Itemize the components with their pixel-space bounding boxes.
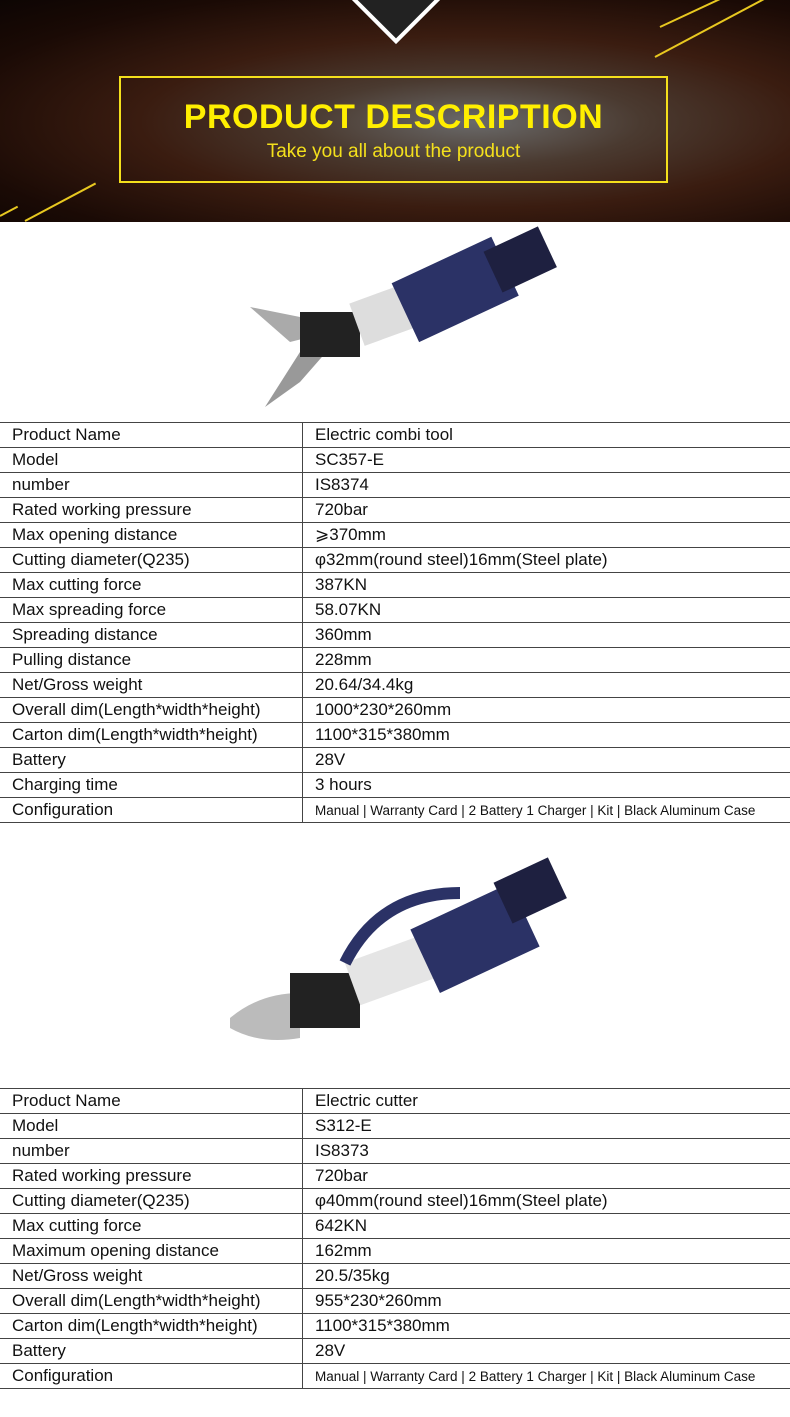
spec-label: Overall dim(Length*width*height)	[0, 698, 303, 723]
spec-table-2	[0, 1088, 790, 1389]
table-row	[0, 423, 790, 448]
spec-label: Cutting diameter(Q235)	[0, 548, 303, 573]
spec-value: 58.07KN	[303, 598, 790, 623]
table-row	[0, 1239, 790, 1264]
spec-value: 1100*315*380mm	[303, 1314, 790, 1339]
spec-value: 1100*315*380mm	[303, 723, 790, 748]
spec-label: Max cutting force	[0, 573, 303, 598]
spec-label: Pulling distance	[0, 648, 303, 673]
spec-value: 20.64/34.4kg	[303, 673, 790, 698]
spec-value: 1000*230*260mm	[303, 698, 790, 723]
spec-value: 20.5/35kg	[303, 1264, 790, 1289]
spec-value: 720bar	[303, 1164, 790, 1189]
table-row	[0, 1189, 790, 1214]
table-row	[0, 1339, 790, 1364]
spec-label: Maximum opening distance	[0, 1239, 303, 1264]
spec-label: Cutting diameter(Q235)	[0, 1189, 303, 1214]
table-row	[0, 1264, 790, 1289]
title-box	[119, 76, 668, 183]
spec-value: ⩾370mm	[303, 523, 790, 548]
banner-title: PRODUCT DESCRIPTION	[183, 98, 604, 136]
spec-value: Electric cutter	[303, 1089, 790, 1114]
spec-label: Battery	[0, 1339, 303, 1364]
spec-value: S312-E	[303, 1114, 790, 1139]
decor-line	[655, 0, 790, 58]
table-row	[0, 1214, 790, 1239]
spec-label: Carton dim(Length*width*height)	[0, 1314, 303, 1339]
spec-label: Spreading distance	[0, 623, 303, 648]
spec-label: Overall dim(Length*width*height)	[0, 1289, 303, 1314]
spec-value: 720bar	[303, 498, 790, 523]
spec-value: 387KN	[303, 573, 790, 598]
spec-label: Net/Gross weight	[0, 1264, 303, 1289]
table-row	[0, 1089, 790, 1114]
spec-value: 955*230*260mm	[303, 1289, 790, 1314]
spec-value: IS8373	[303, 1139, 790, 1164]
spec-value: 28V	[303, 748, 790, 773]
table-row	[0, 1364, 790, 1389]
table-row	[0, 673, 790, 698]
table-row	[0, 623, 790, 648]
product-image-combi-tool	[0, 222, 790, 422]
spec-table-1	[0, 422, 790, 823]
table-row	[0, 1164, 790, 1189]
spec-value: 642KN	[303, 1214, 790, 1239]
banner-subtitle: Take you all about the product	[266, 141, 521, 162]
spec-value: 228mm	[303, 648, 790, 673]
table-row	[0, 548, 790, 573]
spec-value: Electric combi tool	[303, 423, 790, 448]
spec-label: Configuration	[0, 1364, 303, 1389]
spec-label: Max cutting force	[0, 1214, 303, 1239]
table-row	[0, 648, 790, 673]
spec-value: 28V	[303, 1339, 790, 1364]
table-row	[0, 798, 790, 823]
spec-label: Battery	[0, 748, 303, 773]
spec-label: Rated working pressure	[0, 498, 303, 523]
spec-label: Max spreading force	[0, 598, 303, 623]
spec-label: Product Name	[0, 423, 303, 448]
spec-label: Net/Gross weight	[0, 673, 303, 698]
table-row	[0, 598, 790, 623]
table-row	[0, 698, 790, 723]
table-row	[0, 1314, 790, 1339]
table-row	[0, 1114, 790, 1139]
product-image-cutter	[0, 823, 790, 1088]
table-row	[0, 523, 790, 548]
spec-value: φ32mm(round steel)16mm(Steel plate)	[303, 548, 790, 573]
table-row	[0, 498, 790, 523]
spec-value: SC357-E	[303, 448, 790, 473]
table-row	[0, 1289, 790, 1314]
spec-label: number	[0, 473, 303, 498]
spec-value: IS8374	[303, 473, 790, 498]
spec-label: number	[0, 1139, 303, 1164]
spec-value: 360mm	[303, 623, 790, 648]
table-row	[0, 748, 790, 773]
table-row	[0, 723, 790, 748]
spec-label: Product Name	[0, 1089, 303, 1114]
spec-value: 3 hours	[303, 773, 790, 798]
decor-line	[25, 183, 97, 222]
spec-label: Rated working pressure	[0, 1164, 303, 1189]
spec-value: 162mm	[303, 1239, 790, 1264]
table-row	[0, 773, 790, 798]
banner	[0, 0, 790, 222]
table-row	[0, 1139, 790, 1164]
spec-label: Charging time	[0, 773, 303, 798]
table-row	[0, 573, 790, 598]
table-row	[0, 448, 790, 473]
spec-label: Max opening distance	[0, 523, 303, 548]
decor-line	[0, 206, 18, 217]
spec-label: Model	[0, 448, 303, 473]
table-row	[0, 473, 790, 498]
spec-value: φ40mm(round steel)16mm(Steel plate)	[303, 1189, 790, 1214]
spec-label: Configuration	[0, 798, 303, 823]
spec-label: Model	[0, 1114, 303, 1139]
spec-value: Manual | Warranty Card | 2 Battery 1 Charger | Kit | Black Aluminum Case	[303, 1364, 790, 1389]
diamond-decoration	[348, 0, 444, 44]
spec-value: Manual | Warranty Card | 2 Battery 1 Charger | Kit | Black Aluminum Case	[303, 798, 790, 823]
spec-label: Carton dim(Length*width*height)	[0, 723, 303, 748]
